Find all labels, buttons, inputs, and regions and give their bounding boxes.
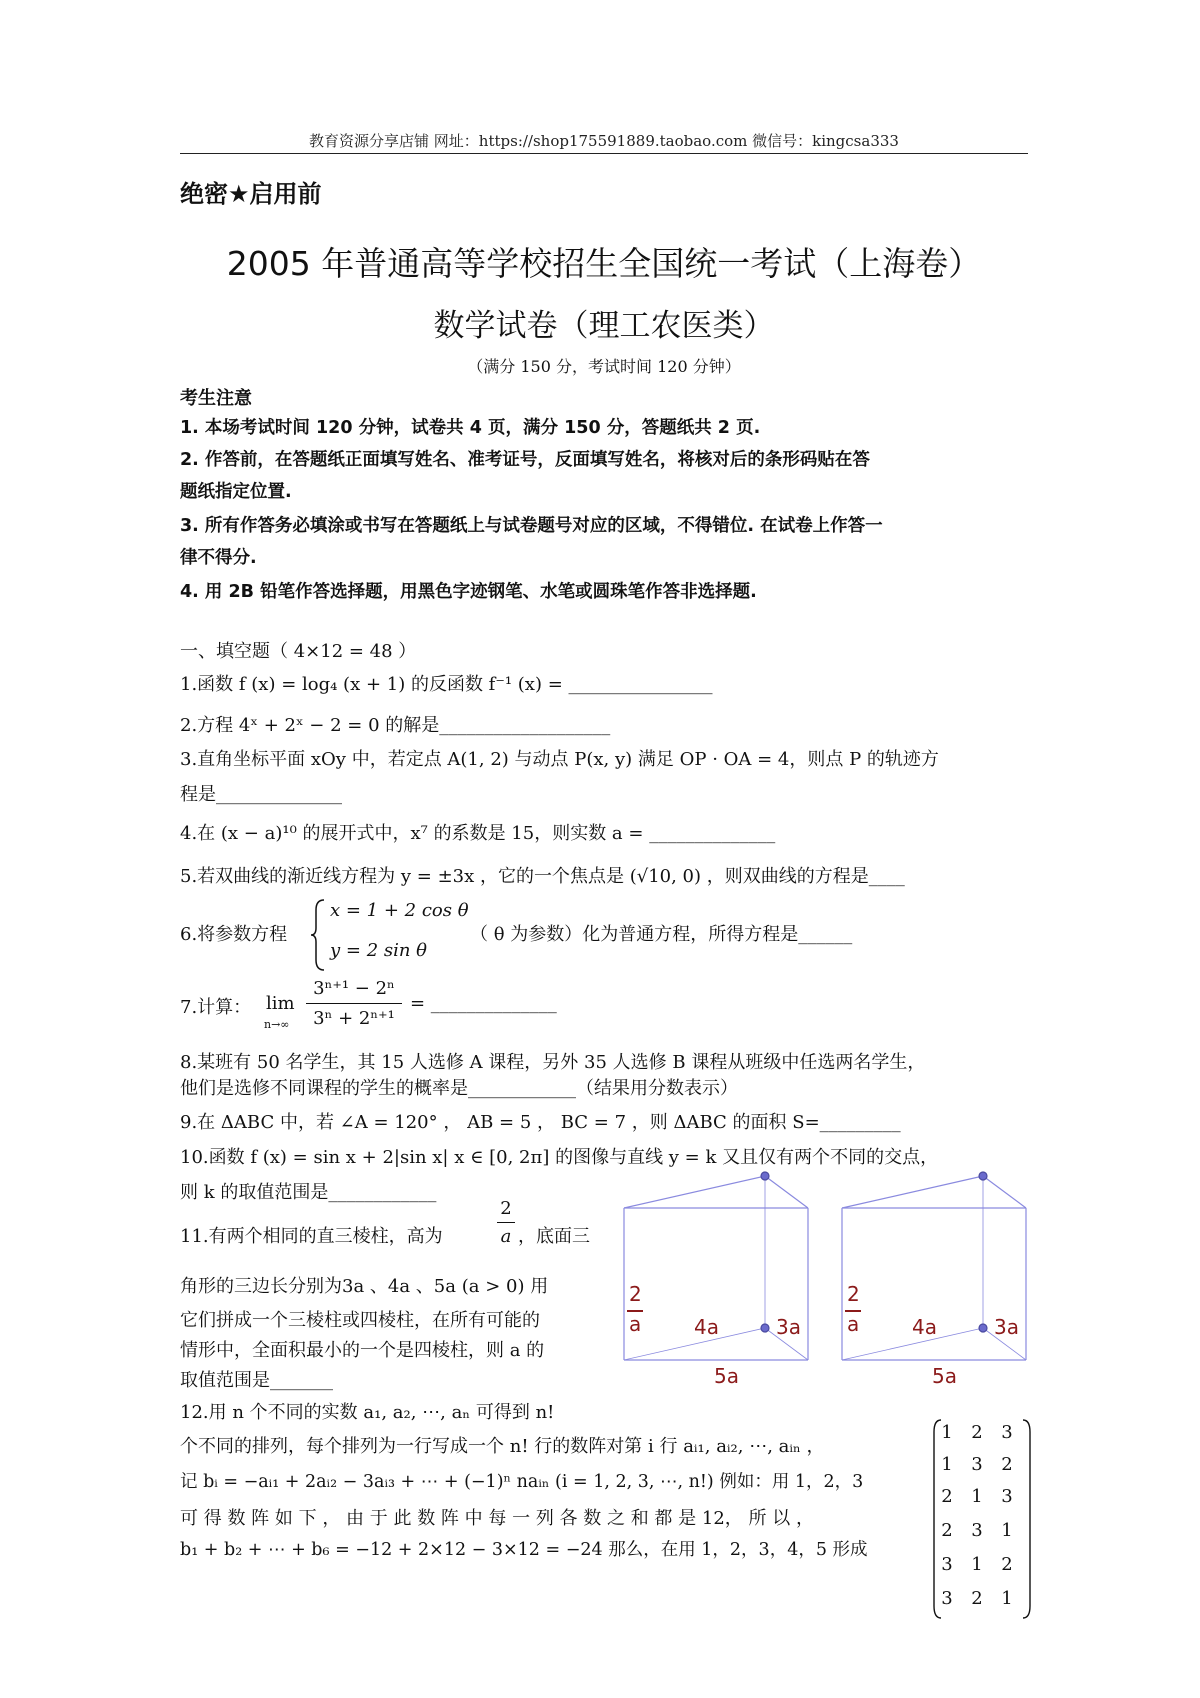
page-header: 教育资源分享店铺 网址：https://shop175591889.taobao.com 微信号：kingcsa333 — [309, 132, 899, 150]
matrix-cell: 1 — [1001, 1520, 1013, 1541]
fraction-numerator: 3ⁿ⁺¹ − 2ⁿ — [313, 978, 395, 999]
note-item: 3. 所有作答务必填涂或书写在答题纸上与试卷题号对应的区域，不得错位. 在试卷上作答一 — [180, 516, 883, 536]
question-7-suffix: = ______________ — [410, 993, 557, 1014]
question-6-eq1: x = 1 + 2 cos θ — [330, 900, 469, 921]
matrix-row — [932, 1588, 1032, 1609]
question-6-eq2: y = 2 sin θ — [330, 940, 428, 961]
question-11-line: 取值范围是_______ — [180, 1370, 333, 1391]
matrix-row — [932, 1554, 1032, 1575]
header-divider — [180, 153, 1028, 154]
exam-subject-title: 数学试卷（理工农医类） — [433, 308, 775, 344]
matrix-cell: 2 — [1001, 1454, 1013, 1475]
matrix-cell: 3 — [941, 1588, 953, 1609]
note-item: 律不得分. — [180, 548, 257, 568]
matrix-row — [932, 1486, 1032, 1507]
question-6-prefix: 6.将参数方程 — [180, 924, 288, 945]
question-12: 12.用 n 个不同的实数 a₁, a₂, ⋯, aₙ 可得到 n! — [180, 1402, 555, 1423]
question-11: 11.有两个相同的直三棱柱，高为 — [180, 1226, 443, 1247]
matrix-cell: 2 — [1001, 1554, 1013, 1575]
prism-figures — [620, 1168, 1040, 1398]
secret-label: 绝密★启用前 — [180, 180, 322, 208]
fraction-denominator: 3ⁿ + 2ⁿ⁺¹ — [313, 1008, 395, 1029]
question-8-cont: 他们是选修不同课程的学生的概率是____________（结果用分数表示） — [180, 1078, 738, 1099]
limit-symbol: lim — [266, 993, 295, 1014]
question-7-prefix: 7.计算： — [180, 997, 252, 1018]
question-8: 8.某班有 50 名学生，其 15 人选修 A 课程，另外 35 人选修 B 课程从班级中任选两名学生， — [180, 1052, 926, 1073]
question-4: 4.在 (x − a)¹⁰ 的展开式中，x⁷ 的系数是 15，则实数 a = ______________ — [180, 823, 776, 844]
prism-side-4a: 4a — [694, 1315, 719, 1339]
prism-height-denominator: a — [847, 1312, 860, 1336]
question-10-cont: 则 k 的取值范围是____________ — [180, 1182, 437, 1203]
matrix-cell: 2 — [971, 1588, 983, 1609]
exam-subtitle: （满分 150 分，考试时间 120 分钟） — [467, 357, 741, 376]
question-12-line: b₁ + b₂ + ⋯ + b₆ = −12 + 2×12 − 3×12 = −24 那么，在用 1，2，3，4，5 形成 — [180, 1540, 868, 1560]
section-title: 一、填空题（ 4×12 = 48 ） — [180, 641, 417, 662]
question-5: 5.若双曲线的渐近线方程为 y = ±3x ，它的一个焦点是 (√10, 0) ，则双曲线的方程是____ — [180, 866, 905, 887]
matrix-row — [932, 1520, 1032, 1541]
fraction-bar — [306, 1003, 402, 1004]
note-item: 2. 作答前，在答题纸正面填写姓名、准考证号，反面填写姓名，将核对后的条形码贴在答 — [180, 450, 870, 470]
notes-title: 考生注意 — [180, 388, 252, 409]
fraction-bar — [497, 1222, 515, 1223]
question-1: 1.函数 f (x) = log₄ (x + 1) 的反函数 f⁻¹ (x) = ________________ — [180, 674, 713, 695]
question-11-line: 角形的三边长分别为3a 、4a 、5a (a > 0) 用 — [180, 1276, 549, 1297]
question-2: 2.方程 4ˣ + 2ˣ − 2 = 0 的解是___________________ — [180, 715, 611, 736]
matrix-row — [932, 1422, 1032, 1443]
question-10: 10.函数 f (x) = sin x + 2|sin x| x ∈ [0, 2π] 的图像与直线 y = k 又且仅有两个不同的交点， — [180, 1147, 939, 1168]
matrix-cell: 1 — [971, 1554, 983, 1575]
exam-title: 2005 年普通高等学校招生全国统一考试（上海卷） — [226, 244, 982, 283]
prism-height-denominator: a — [629, 1312, 642, 1336]
prism-side-4a: 4a — [912, 1315, 937, 1339]
question-9: 9.在 ΔABC 中，若 ∠A = 120° ， AB = 5 ， BC = 7 ，则 ΔABC 的面积 S=_________ — [180, 1112, 901, 1133]
question-11-line: 它们拼成一个三棱柱或四棱柱，在所有可能的 — [180, 1310, 540, 1331]
matrix-cell: 1 — [1001, 1588, 1013, 1609]
permutation-matrix — [932, 1418, 1032, 1620]
note-item: 4. 用 2B 铅笔作答选择题，用黑色字迹钢笔、水笔或圆珠笔作答非选择题. — [180, 582, 757, 602]
matrix-cell: 3 — [1001, 1486, 1013, 1507]
limit-subscript: n→∞ — [264, 1018, 290, 1031]
question-12-line: 记 bᵢ = −aᵢ₁ + 2aᵢ₂ − 3aᵢ₃ + ⋯ + (−1)ⁿ naᵢₙ (i = 1, 2, 3, ⋯, n!) 例如：用 1，2，3 — [180, 1472, 864, 1492]
prism-side-3a: 3a — [776, 1315, 801, 1339]
matrix-cell: 1 — [971, 1486, 983, 1507]
matrix-cell: 2 — [941, 1520, 953, 1541]
matrix-cell: 3 — [941, 1554, 953, 1575]
note-item: 题纸指定位置. — [180, 482, 292, 502]
question-11-line: 情形中，全面积最小的一个是四棱柱，则 a 的 — [180, 1340, 545, 1361]
fraction-numerator: 2 — [500, 1198, 512, 1219]
matrix-cell: 1 — [941, 1454, 953, 1475]
left-brace — [310, 898, 326, 972]
prism-side-3a: 3a — [994, 1315, 1019, 1339]
prism-side-5a: 5a — [932, 1364, 957, 1388]
matrix-cell: 3 — [971, 1454, 983, 1475]
question-3-cont: 程是______________ — [180, 784, 342, 805]
prism-side-5a: 5a — [714, 1364, 739, 1388]
matrix-row — [932, 1454, 1032, 1475]
fraction-denominator: a — [500, 1226, 512, 1247]
question-3: 3.直角坐标平面 xOy 中，若定点 A(1, 2) 与动点 P(x, y) 满足 OP · OA = 4，则点 P 的轨迹方 — [180, 749, 939, 770]
prism-height-numerator: 2 — [847, 1282, 860, 1306]
prism-height-numerator: 2 — [629, 1282, 642, 1306]
question-6-suffix: （ θ 为参数）化为普通方程，所得方程是______ — [470, 924, 853, 945]
question-12-line: 个不同的排列，每个排列为一行写成一个 n! 行的数阵对第 i 行 aᵢ₁, aᵢ₂, ⋯, aᵢₙ ， — [180, 1436, 825, 1457]
matrix-cell: 1 — [941, 1422, 953, 1443]
matrix-cell: 2 — [941, 1486, 953, 1507]
matrix-cell: 3 — [971, 1520, 983, 1541]
matrix-cell: 2 — [971, 1422, 983, 1443]
note-item: 1. 本场考试时间 120 分钟，试卷共 4 页，满分 150 分，答题纸共 2 页. — [180, 418, 761, 438]
matrix-cell: 3 — [1001, 1422, 1013, 1443]
question-12-line: 可 得 数 阵 如 下 ， 由 于 此 数 阵 中 每 一 列 各 数 之 和 都 是 12， 所 以 ， — [180, 1508, 814, 1529]
question-11-suffix: ，底面三 — [518, 1226, 590, 1247]
